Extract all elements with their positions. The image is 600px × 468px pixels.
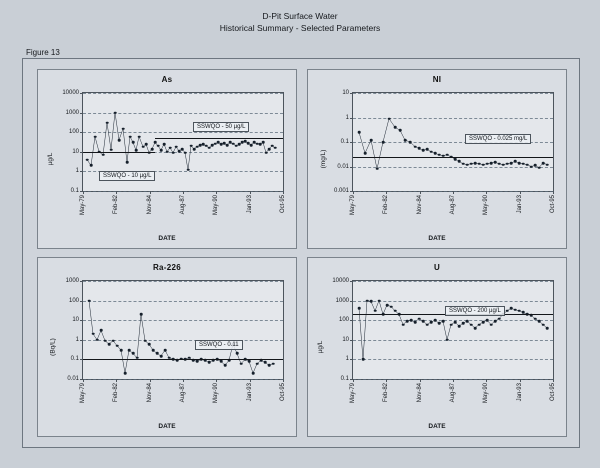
document-title-line2: Historical Summary - Selected Parameters: [219, 23, 381, 33]
x-tick-mark: [150, 191, 151, 194]
data-point-marker: [518, 310, 521, 313]
x-axis-label: DATE: [428, 235, 446, 242]
x-axis-label: DATE: [428, 423, 446, 430]
x-tick-mark: [353, 191, 354, 194]
x-tick-mark: [486, 191, 487, 194]
data-point-marker: [410, 319, 413, 322]
plot-area: [332, 278, 556, 404]
y-tick-label: 10: [342, 336, 349, 343]
x-tick-mark: [553, 191, 554, 194]
data-point-marker: [122, 127, 125, 130]
data-point-marker: [426, 323, 429, 326]
data-point-marker: [96, 339, 99, 342]
data-point-marker: [498, 162, 501, 165]
data-point-marker: [224, 364, 227, 367]
data-point-marker: [404, 139, 407, 142]
data-point-marker: [466, 163, 469, 166]
x-axis-label: DATE: [158, 423, 176, 430]
x-tick-mark: [386, 191, 387, 194]
y-tick-label: 100: [68, 129, 79, 136]
data-point-marker: [272, 362, 275, 365]
data-point-marker: [268, 364, 271, 367]
data-point-marker: [430, 150, 433, 153]
objective-limit-line: [155, 138, 283, 139]
y-tick-label: 1: [345, 356, 349, 363]
x-tick-label: May-90: [483, 383, 490, 404]
x-tick-mark: [250, 379, 251, 382]
data-point-marker: [160, 149, 163, 152]
chart-title: Ra-226: [152, 263, 182, 272]
data-point-marker: [154, 141, 157, 144]
y-tick-label: 1000: [65, 109, 79, 116]
data-point-marker: [140, 313, 143, 316]
data-point-marker: [104, 339, 107, 342]
data-point-marker: [474, 327, 477, 330]
x-tick-mark: [553, 379, 554, 382]
y-tick-label: 1000: [335, 297, 349, 304]
data-point-marker: [494, 320, 497, 323]
data-point-marker: [478, 162, 481, 165]
data-point-marker: [442, 320, 445, 323]
x-tick-mark: [283, 379, 284, 382]
x-tick-mark: [216, 191, 217, 194]
data-point-marker: [538, 166, 541, 169]
data-point-marker: [264, 361, 267, 364]
data-point-marker: [518, 162, 521, 165]
data-point-marker: [546, 327, 549, 330]
data-point-marker: [378, 299, 381, 302]
data-point-marker: [510, 162, 513, 165]
data-point-marker: [86, 158, 89, 161]
data-point-marker: [160, 355, 163, 358]
x-tick-label: Oct-95: [550, 383, 556, 402]
data-point-marker: [166, 151, 169, 154]
data-point-marker: [265, 151, 268, 154]
x-tick-label: Oct-95: [280, 383, 286, 402]
data-point-marker: [187, 169, 190, 172]
data-point-marker: [482, 321, 485, 324]
objective-limit-line: [83, 359, 283, 360]
data-point-marker: [362, 358, 365, 361]
data-point-marker: [422, 149, 425, 152]
data-point-marker: [138, 135, 141, 138]
data-point-marker: [434, 152, 437, 155]
data-point-marker: [172, 151, 175, 154]
data-point-marker: [102, 154, 105, 157]
data-point-marker: [450, 323, 453, 326]
y-tick-label: 0.1: [340, 376, 349, 382]
x-tick-label: Aug-87: [450, 383, 456, 403]
data-point-marker: [426, 148, 429, 151]
x-tick-label: Nov-84: [146, 383, 153, 403]
plot-area: [65, 278, 286, 404]
data-point-marker: [382, 141, 385, 144]
x-tick-label: Feb-82: [113, 383, 120, 403]
plot-area: [62, 90, 286, 216]
y-tick-label: 10000: [62, 90, 79, 96]
annotation-label: SSWQO - 200 µg/L: [445, 306, 505, 316]
x-tick-mark: [116, 379, 117, 382]
y-tick-label: 100: [338, 317, 349, 324]
data-point-marker: [92, 333, 95, 336]
data-point-marker: [478, 323, 481, 326]
data-point-marker: [156, 352, 159, 355]
data-point-marker: [522, 311, 525, 314]
data-point-marker: [208, 147, 211, 150]
objective-limit-line: [353, 157, 553, 158]
y-axis-label: µg/L: [316, 340, 324, 354]
data-point-marker: [446, 339, 449, 342]
x-tick-label: May-90: [213, 195, 220, 216]
data-point-marker: [526, 163, 529, 166]
data-point-marker: [256, 362, 259, 365]
data-point-marker: [438, 154, 441, 157]
data-point-marker: [458, 160, 461, 163]
data-point-marker: [120, 349, 123, 352]
x-tick-label: Feb-82: [383, 383, 390, 403]
data-point-marker: [128, 349, 131, 352]
data-point-marker: [546, 163, 549, 166]
data-point-marker: [364, 152, 367, 155]
data-point-marker: [250, 144, 253, 147]
data-point-marker: [454, 158, 457, 161]
x-tick-label: May-79: [350, 383, 356, 404]
data-point-marker: [129, 135, 132, 138]
x-tick-mark: [183, 379, 184, 382]
data-point-marker: [418, 317, 421, 320]
data-point-marker: [502, 163, 505, 166]
y-tick-label: 1: [75, 336, 79, 343]
chart-panel-ni: [307, 69, 567, 249]
data-point-marker: [514, 308, 517, 311]
x-tick-label: Jan-93: [246, 383, 253, 402]
x-tick-label: Jan-93: [516, 383, 523, 402]
x-tick-mark: [520, 191, 521, 194]
data-point-marker: [486, 319, 489, 322]
data-point-marker: [132, 352, 135, 355]
annotation-label: SSWQO - 0.11: [195, 340, 243, 350]
data-point-marker: [438, 322, 441, 325]
figure-label: Figure 13: [26, 48, 60, 57]
data-point-marker: [414, 145, 417, 148]
data-point-marker: [506, 162, 509, 165]
data-point-marker: [118, 139, 121, 142]
data-point-marker: [394, 126, 397, 129]
data-point-marker: [151, 148, 154, 151]
data-point-marker: [470, 323, 473, 326]
data-point-marker: [414, 321, 417, 324]
data-point-marker: [142, 145, 145, 148]
data-point-marker: [248, 360, 251, 363]
data-series-line: [353, 281, 553, 379]
data-point-marker: [490, 162, 493, 165]
x-tick-label: Oct-95: [550, 195, 556, 214]
annotation-label: SSWQO - 50 µg/L: [193, 122, 249, 132]
x-tick-mark: [453, 379, 454, 382]
data-point-marker: [208, 361, 211, 364]
data-point-marker: [534, 164, 537, 167]
x-tick-label: May-79: [80, 383, 86, 404]
data-point-marker: [169, 147, 172, 150]
x-tick-label: Feb-82: [113, 195, 120, 215]
data-series-line: [83, 281, 283, 379]
data-point-marker: [370, 300, 373, 303]
x-tick-mark: [183, 191, 184, 194]
data-point-marker: [466, 320, 469, 323]
data-point-marker: [406, 320, 409, 323]
data-point-marker: [534, 317, 537, 320]
data-point-marker: [399, 129, 402, 132]
x-tick-mark: [486, 379, 487, 382]
data-point-marker: [514, 160, 517, 163]
y-tick-label: 0.001: [333, 188, 349, 194]
x-tick-label: May-79: [350, 195, 356, 216]
data-point-marker: [236, 352, 239, 355]
y-tick-label: 10: [72, 317, 79, 324]
y-tick-label: 100: [68, 297, 79, 304]
data-point-marker: [390, 305, 393, 308]
x-tick-label: Aug-87: [180, 195, 186, 215]
data-point-marker: [498, 317, 501, 320]
x-tick-label: Feb-82: [383, 195, 390, 215]
x-tick-label: Jan-93: [246, 195, 253, 214]
data-point-marker: [175, 145, 178, 148]
x-tick-label: May-90: [213, 383, 220, 404]
x-tick-mark: [216, 379, 217, 382]
data-point-marker: [220, 360, 223, 363]
data-point-marker: [486, 162, 489, 165]
data-point-marker: [530, 165, 533, 168]
data-point-marker: [542, 323, 545, 326]
x-tick-mark: [453, 191, 454, 194]
objective-limit-line: [83, 152, 155, 153]
data-point-marker: [114, 111, 117, 114]
x-tick-label: Jan-93: [516, 195, 523, 214]
annotation-label: SSWQO - 10 µg/L: [99, 171, 155, 181]
figure-frame: [22, 58, 580, 448]
x-tick-mark: [520, 379, 521, 382]
data-point-marker: [490, 323, 493, 326]
data-point-marker: [409, 141, 412, 144]
data-point-marker: [434, 319, 437, 322]
x-tick-mark: [420, 379, 421, 382]
data-point-marker: [88, 299, 91, 302]
data-point-marker: [376, 168, 379, 171]
x-tick-mark: [150, 379, 151, 382]
x-tick-mark: [283, 191, 284, 194]
data-point-marker: [112, 339, 115, 342]
data-point-marker: [358, 307, 361, 310]
x-tick-label: Nov-84: [416, 383, 423, 403]
data-point-marker: [506, 310, 509, 313]
chart-title: As: [161, 75, 173, 84]
x-tick-mark: [83, 379, 84, 382]
data-point-marker: [145, 143, 148, 146]
data-point-marker: [124, 372, 127, 375]
data-point-marker: [454, 321, 457, 324]
data-point-marker: [132, 141, 135, 144]
x-tick-mark: [116, 191, 117, 194]
data-point-marker: [358, 131, 361, 134]
x-tick-label: Aug-87: [450, 195, 456, 215]
x-tick-mark: [420, 191, 421, 194]
y-tick-label: 1: [75, 168, 79, 175]
data-point-marker: [116, 344, 119, 347]
data-point-marker: [184, 151, 187, 154]
data-point-marker: [386, 304, 389, 307]
data-point-marker: [394, 310, 397, 313]
y-tick-label: 10: [72, 148, 79, 155]
x-tick-mark: [250, 191, 251, 194]
data-point-marker: [126, 161, 129, 164]
y-tick-label: 10000: [332, 278, 349, 284]
data-point-marker: [164, 349, 167, 352]
x-tick-mark: [386, 379, 387, 382]
y-tick-label: 10: [342, 90, 349, 96]
data-point-marker: [106, 122, 109, 125]
data-point-marker: [178, 150, 181, 153]
data-point-marker: [274, 147, 277, 150]
data-point-marker: [157, 145, 160, 148]
chart-panel-ra226: [37, 257, 297, 437]
data-point-marker: [144, 339, 147, 342]
data-point-marker: [163, 143, 166, 146]
data-point-marker: [446, 154, 449, 157]
data-point-marker: [462, 322, 465, 325]
data-point-marker: [148, 343, 151, 346]
data-point-marker: [482, 163, 485, 166]
data-point-marker: [268, 148, 271, 151]
y-tick-label: 0.1: [70, 356, 79, 363]
data-point-marker: [538, 320, 541, 323]
data-point-marker: [181, 148, 184, 151]
data-point-marker: [388, 117, 391, 120]
chart-title: U: [433, 263, 441, 272]
data-point-marker: [510, 307, 513, 310]
data-point-marker: [90, 164, 93, 167]
x-tick-label: Nov-84: [146, 195, 153, 215]
data-point-marker: [458, 325, 461, 328]
data-point-marker: [370, 139, 373, 142]
data-point-marker: [252, 372, 255, 375]
data-point-marker: [262, 141, 265, 144]
data-point-marker: [110, 148, 113, 151]
data-point-marker: [196, 360, 199, 363]
y-axis-label: (mg/L): [319, 149, 327, 169]
data-point-marker: [94, 135, 97, 138]
y-axis-label: µg/L: [46, 152, 54, 166]
x-tick-mark: [83, 191, 84, 194]
chart-panel-as: [37, 69, 297, 249]
data-point-marker: [190, 145, 193, 148]
y-tick-label: 0.01: [337, 163, 349, 170]
data-point-marker: [240, 362, 243, 365]
data-point-marker: [422, 320, 425, 323]
data-point-marker: [470, 162, 473, 165]
data-point-marker: [374, 310, 377, 313]
annotation-label: SSWQO - 0.025 mg/L: [465, 134, 531, 144]
data-point-marker: [474, 162, 477, 165]
plot-area: [333, 90, 556, 216]
data-point-marker: [366, 299, 369, 302]
data-point-marker: [462, 162, 465, 165]
data-point-marker: [522, 162, 525, 165]
x-axis-label: DATE: [158, 235, 176, 242]
data-point-marker: [152, 349, 155, 352]
chart-panel-u: [307, 257, 567, 437]
x-tick-label: Oct-95: [280, 195, 286, 214]
x-tick-mark: [353, 379, 354, 382]
data-point-marker: [402, 323, 405, 326]
y-tick-label: 0.1: [70, 188, 79, 194]
y-tick-label: 1000: [65, 278, 79, 284]
data-point-marker: [418, 147, 421, 150]
data-point-marker: [542, 162, 545, 165]
y-tick-label: 0.01: [67, 376, 79, 382]
x-tick-label: Aug-87: [180, 383, 186, 403]
data-point-marker: [494, 161, 497, 164]
y-tick-label: 1: [345, 114, 349, 121]
x-tick-label: May-90: [483, 195, 490, 216]
data-point-marker: [100, 329, 103, 332]
data-point-marker: [108, 343, 111, 346]
y-tick-label: 0.1: [340, 139, 349, 145]
x-tick-label: May-79: [80, 195, 86, 216]
document-title-line1: D-Pit Surface Water: [262, 11, 338, 21]
document-title: [0, 10, 600, 34]
x-tick-label: Nov-84: [416, 195, 423, 215]
data-point-marker: [430, 321, 433, 324]
data-point-marker: [226, 144, 229, 147]
data-point-marker: [193, 148, 196, 151]
chart-title: NI: [432, 75, 442, 84]
y-axis-label: (Bq/L): [49, 338, 57, 356]
